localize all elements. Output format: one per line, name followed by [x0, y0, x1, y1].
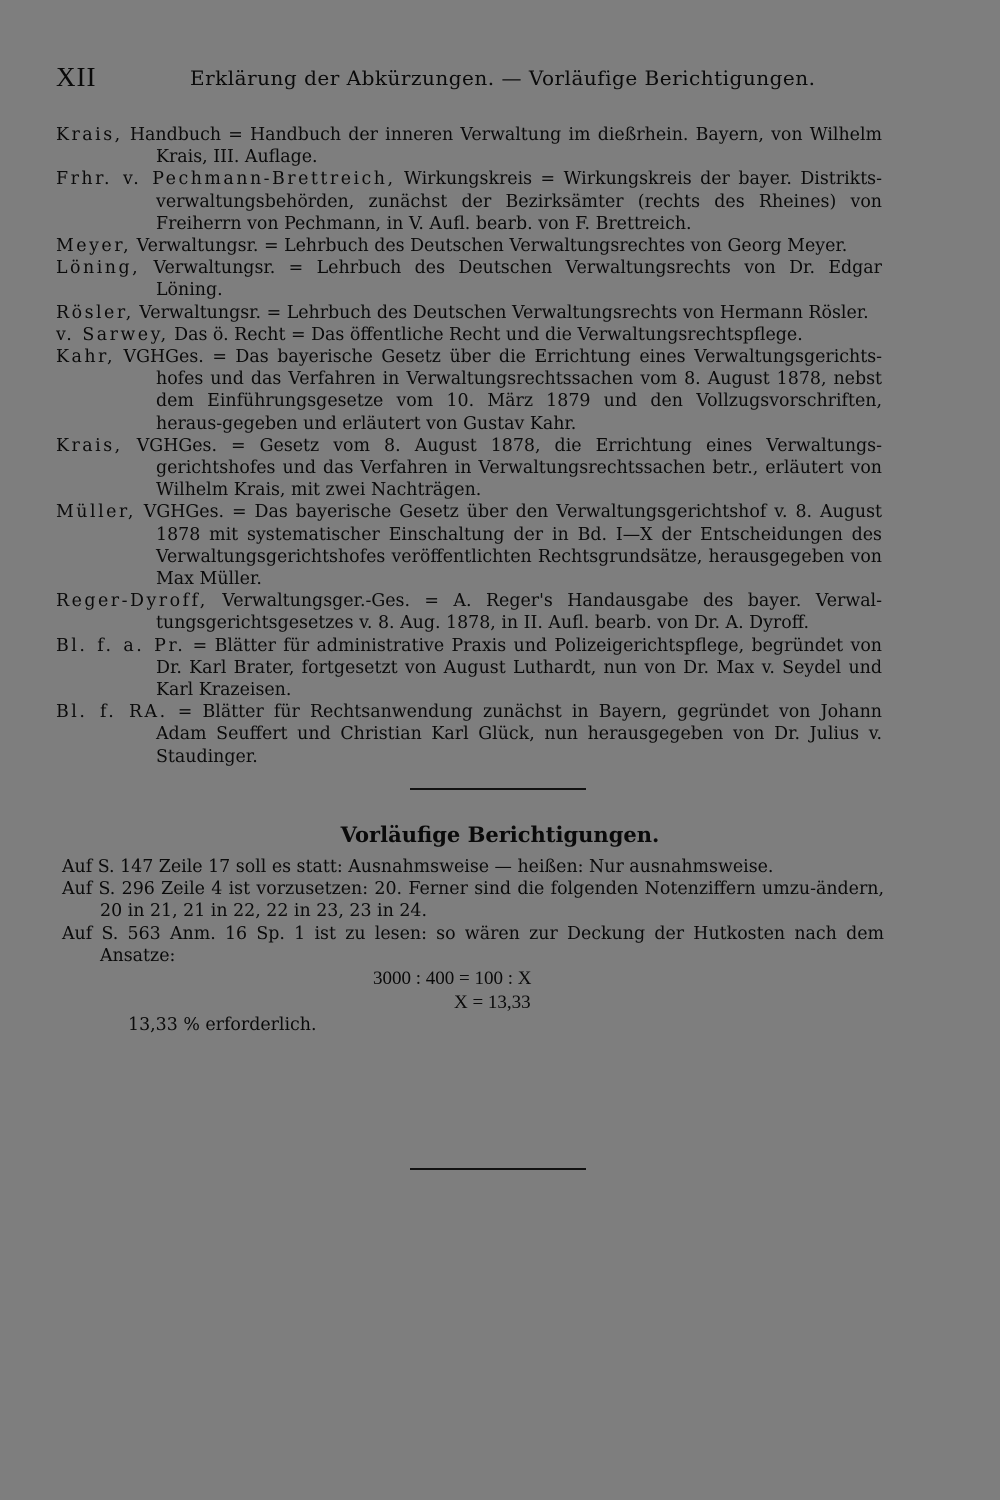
end-divider — [410, 1168, 586, 1170]
abbreviation-entry — [56, 124, 882, 168]
abbreviation-entry — [56, 590, 882, 634]
abbreviation-text: Verwaltungsr. = Lehrbuch des Deutschen Verwaltungsrechts von Hermann Rösler. — [133, 302, 869, 323]
abbreviation-text: Das ö. Recht = Das öffentliche Recht und die Verwaltungsrechtspflege. — [168, 324, 803, 345]
page-number: XII — [56, 62, 97, 92]
corrections-list — [62, 856, 884, 967]
abbreviation-entry — [56, 635, 882, 702]
formula-line: 3000 : 400 = 100 : X — [373, 968, 532, 989]
abbreviation-text: Handbuch = Handbuch der inneren Verwaltung im dießrhein. Bayern, von Wilhelm Krais, III. Auflage. — [122, 125, 882, 168]
page-header — [56, 62, 886, 96]
abbreviation-key: Kahr, — [56, 347, 115, 368]
abbreviation-key: Reger-Dyroff, — [56, 591, 208, 612]
formula-line: X = 13,33 — [454, 992, 531, 1013]
abbreviation-key: Krais, — [56, 125, 123, 145]
correction-conclusion: 13,33 % erforderlich. — [128, 1015, 317, 1035]
abbreviation-entry — [56, 435, 882, 502]
abbreviation-text: VGHGes. = Das bayerische Gesetz über die Errichtung eines Verwaltungsgerichts-hofes und das Verfahren in Verwaltungsrechtssachen vom 8. August 1878, nebst dem Einführungsgesetze vom 10. März 1879 und den Vollzugsvorschriften, heraus-gegeben und erläutert von Gustav Kahr. — [115, 347, 882, 434]
abbreviation-key: Frhr. v. Pechmann-Brettreich, — [56, 169, 396, 190]
correction-item: Auf S. 563 Anm. 16 Sp. 1 ist zu lesen: so wären zur Deckung der Hutkosten nach dem Ansatze: — [62, 923, 884, 966]
abbreviation-key: Bl. f. RA. — [56, 702, 168, 723]
abbreviation-text: Verwaltungsr. = Lehrbuch des Deutschen Verwaltungsrechtes von Georg Meyer. — [131, 236, 848, 257]
abbreviation-entry — [56, 235, 882, 257]
abbreviation-entry — [56, 701, 882, 768]
abbreviation-text: VGHGes. = Das bayerische Gesetz über den Verwaltungsgerichtshof v. 8. August 1878 mit systematischer Einschaltung der in Bd. I—X der Entscheidungen des Verwaltungsgerichtshofes veröffentlichten Rechtsgrundsätze, herausgegeben von Max Müller. — [135, 502, 882, 590]
correction-item: Auf S. 147 Zeile 17 soll es statt: Ausnahmsweise — heißen: Nur ausnahmsweise. — [62, 857, 774, 877]
correction-item: Auf S. 296 Zeile 4 ist vorzusetzen: 20. Ferner sind die folgenden Notenziffern umzu-ändern, 20 in 21, 21 in 22, 22 in 23, 23 in 24. — [62, 879, 884, 922]
abbreviation-text: Verwaltungsr. = Lehrbuch des Deutschen Verwaltungsrechts von Dr. Edgar Löning. — [140, 258, 882, 301]
abbreviation-text: VGHGes. = Gesetz vom 8. August 1878, die Errichtung eines Verwaltungs-gerichtshofes und das Verfahren in Verwaltungsrechtssachen betr., erläutert von Wilhelm Krais, mit zwei Nachträgen. — [122, 435, 882, 501]
abbreviation-key: Krais, — [56, 435, 123, 456]
abbreviation-text: = Blätter für administrative Praxis und Polizeigerichtspflege, begründet von Dr. Karl Brater, fortgesetzt von August Luthardt, nun von Dr. Max v. Seydel und Karl Krazeisen. — [156, 635, 883, 701]
running-title: Erklärung der Abkürzungen. — Vorläufige Berichtigungen. — [190, 66, 816, 90]
abbreviation-text: Verwaltungsger.-Ges. = A. Reger's Handausgabe des bayer. Verwal-tungsgerichtsgesetzes v. 8. Aug. 1878, in II. Aufl. bearb. von Dr. A. Dyroff. — [156, 591, 882, 634]
abbreviation-entry — [56, 501, 882, 590]
abbreviation-list — [56, 124, 882, 768]
abbreviation-entry — [56, 324, 882, 346]
abbreviation-entry — [56, 346, 882, 435]
abbreviation-text: Wirkungskreis = Wirkungskreis der bayer. Distrikts-verwaltungsbehörden, zunächst der Bezirksämter (rechts des Rheines) von Freiherrn von Pechmann, in V. Aufl. bearb. von F. Brettreich. — [156, 169, 882, 234]
abbreviation-entry — [56, 257, 882, 301]
abbreviation-key: Rösler, — [56, 302, 134, 323]
abbreviation-entry — [56, 302, 882, 324]
abbreviation-key: Müller, — [56, 502, 136, 523]
abbreviation-key: Löning, — [56, 258, 141, 279]
abbreviation-key: v. Sarwey, — [56, 324, 169, 345]
section-divider — [410, 788, 586, 790]
abbreviation-key: Bl. f. a. Pr. — [56, 635, 186, 656]
corrections-heading: Vorläufige Berichtigungen. — [340, 822, 660, 847]
abbreviation-text: = Blätter für Rechtsanwendung zunächst in Bayern, gegründet von Johann Adam Seuffert und Christian Karl Glück, nun herausgegeben von Dr. Julius v. Staudinger. — [156, 702, 883, 767]
abbreviation-key: Meyer, — [56, 236, 132, 257]
abbreviation-entry — [56, 168, 882, 235]
